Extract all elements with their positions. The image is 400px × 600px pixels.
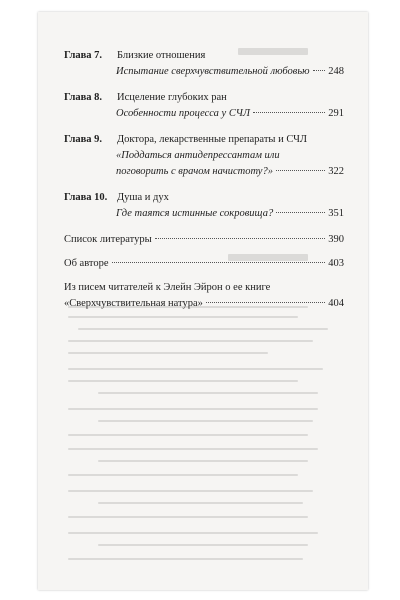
entry-title-line-2: «Сверхчувствительная натура» (64, 298, 203, 309)
chapter-label: Глава 10. (64, 192, 108, 203)
toc-entry-chapter-8[interactable] (64, 90, 344, 122)
entry-title: Список литературы (64, 234, 152, 245)
dot-leader (206, 302, 325, 303)
page-number: 291 (328, 108, 344, 119)
toc-entry-chapter-7[interactable] (64, 48, 344, 80)
page-number: 322 (328, 166, 344, 177)
page-number: 351 (328, 208, 344, 219)
toc-entry-chapter-9[interactable] (64, 132, 344, 180)
chapter-subtitle: Где таятся истинные сокровища? (116, 208, 274, 219)
chapter-label: Глава 7. (64, 50, 103, 61)
dot-leader (155, 238, 326, 239)
dot-leader (112, 262, 326, 263)
chapter-subtitle: Испытание сверхчувствительной любовью (116, 66, 310, 77)
entry-title: Об авторе (64, 258, 109, 269)
chapter-title: Исцеление глубоких ран (117, 92, 227, 103)
chapter-title: Близкие отношения (117, 50, 206, 61)
toc-entry-bibliography[interactable] (64, 232, 344, 248)
chapter-title: Доктора, лекарственные препараты и СЧЛ (117, 134, 308, 145)
chapter-label: Глава 9. (64, 134, 103, 145)
chapter-subtitle-line-1: «Поддаться антидепрессантам или (116, 150, 280, 161)
chapter-subtitle: Особенности процесса у СЧЛ (116, 108, 251, 119)
chapter-subtitle-line-2: поговорить с врачом начистоту?» (116, 166, 273, 177)
dot-leader (276, 212, 325, 213)
dot-leader (313, 70, 326, 71)
page-number: 403 (328, 258, 344, 269)
toc-entry-chapter-10[interactable] (64, 190, 344, 222)
toc-entry-about-author[interactable] (64, 256, 344, 272)
show-through-text (38, 298, 368, 590)
chapter-label: Глава 8. (64, 92, 103, 103)
page-number: 404 (328, 298, 344, 309)
table-of-contents (64, 48, 344, 320)
page-number: 390 (328, 234, 344, 245)
toc-entry-reader-letters[interactable] (64, 280, 344, 312)
page-number: 248 (328, 66, 344, 77)
dot-leader (253, 112, 325, 113)
dot-leader (276, 170, 325, 171)
entry-title-line-1: Из писем читателей к Элейн Эйрон о ее книге (64, 282, 271, 293)
chapter-title: Душа и дух (117, 192, 169, 203)
book-page (38, 12, 368, 590)
